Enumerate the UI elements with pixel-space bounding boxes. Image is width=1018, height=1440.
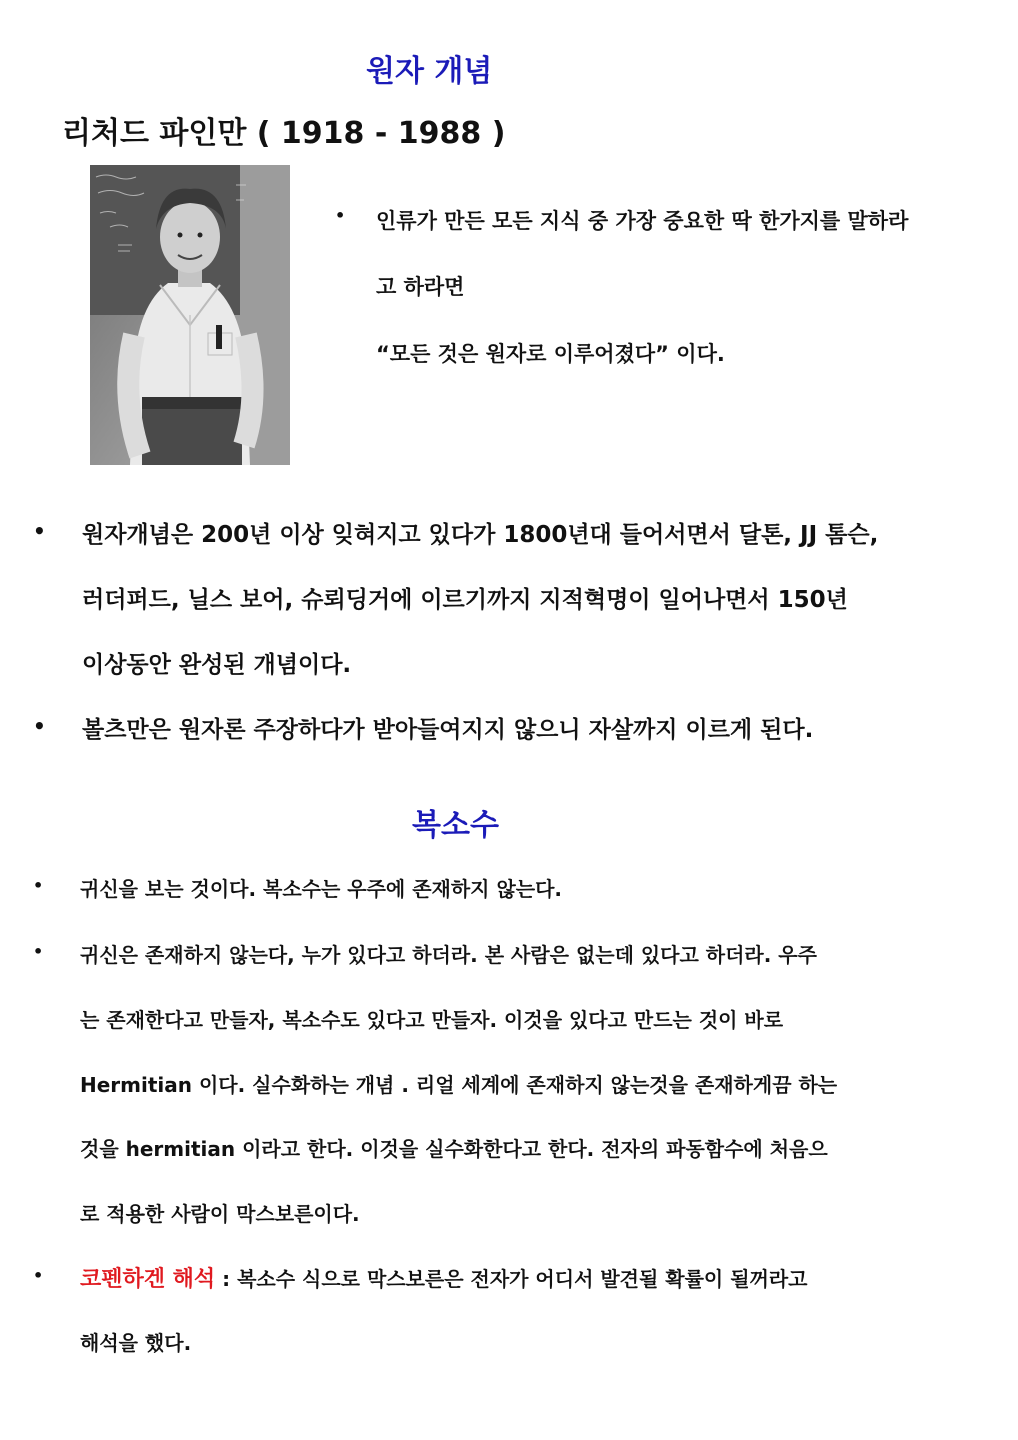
- bullet-marker: •: [33, 714, 46, 738]
- atom-paragraph-line-1: 원자개념은 200년 이상 잊혀지고 있다가 1800년대 들어서면서 달톤, JJ 톰슨,: [82, 522, 879, 548]
- atom-paragraph-line-2: 러더퍼드, 닐스 보어, 슈뢰딩거에 이르기까지 지적혁명이 일어나면서 150년: [82, 587, 848, 613]
- complex-paragraph-1: 귀신을 보는 것이다. 복소수는 우주에 존재하지 않는다.: [80, 877, 563, 901]
- subtitle-feynman: 리처드 파인만 ( 1918 - 1988 ): [62, 116, 506, 151]
- hermitian-line-4: 것을 hermitian 이라고 한다. 이것을 실수화한다고 한다. 전자의 파동함수에 처음으: [80, 1137, 828, 1161]
- section-title-complex-number: 복소수: [412, 808, 499, 843]
- hermitian-line-3: Hermitian 이다. 실수화하는 개념 . 리얼 세계에 존재하지 않는것을 존재하게끔 하는: [80, 1073, 838, 1097]
- bullet-marker: •: [33, 519, 46, 543]
- copenhagen-highlight: 코펜하겐 해석: [80, 1267, 216, 1292]
- hermitian-line-1: 귀신은 존재하지 않는다, 누가 있다고 하더라. 본 사람은 없는데 있다고 하더라. 우주: [80, 943, 817, 967]
- bullet-marker: •: [335, 206, 346, 225]
- copenhagen-text: : 복소수 식으로 막스보른은 전자가 어디서 발견될 확률이 될꺼라고: [215, 1267, 808, 1291]
- section-title-atom: 원자 개념: [366, 54, 493, 89]
- bullet-marker: •: [33, 942, 44, 961]
- quote-line-2: 고 하라면: [376, 275, 465, 299]
- quote-line-1: 인류가 만든 모든 지식 중 가장 중요한 딱 한가지를 말하라: [376, 209, 909, 233]
- hermitian-line-2: 는 존재한다고 만들자, 복소수도 있다고 만들자. 이것을 있다고 만드는 것이 바로: [80, 1008, 784, 1032]
- copenhagen-paragraph-line-2: 해석을 했다.: [80, 1331, 192, 1355]
- boltzmann-paragraph: 볼츠만은 원자론 주장하다가 받아들여지지 않으니 자살까지 이르게 된다.: [82, 717, 814, 743]
- atom-paragraph-line-3: 이상동안 완성된 개념이다.: [82, 652, 352, 678]
- hermitian-line-5: 로 적용한 사람이 막스보른이다.: [80, 1202, 360, 1226]
- bullet-marker: •: [33, 1266, 44, 1285]
- copenhagen-paragraph-line-1: [80, 1262, 807, 1293]
- quote-line-3: “모든 것은 원자로 이루어졌다” 이다.: [376, 342, 725, 366]
- feynman-photo: [90, 165, 290, 465]
- bullet-marker: •: [33, 876, 44, 895]
